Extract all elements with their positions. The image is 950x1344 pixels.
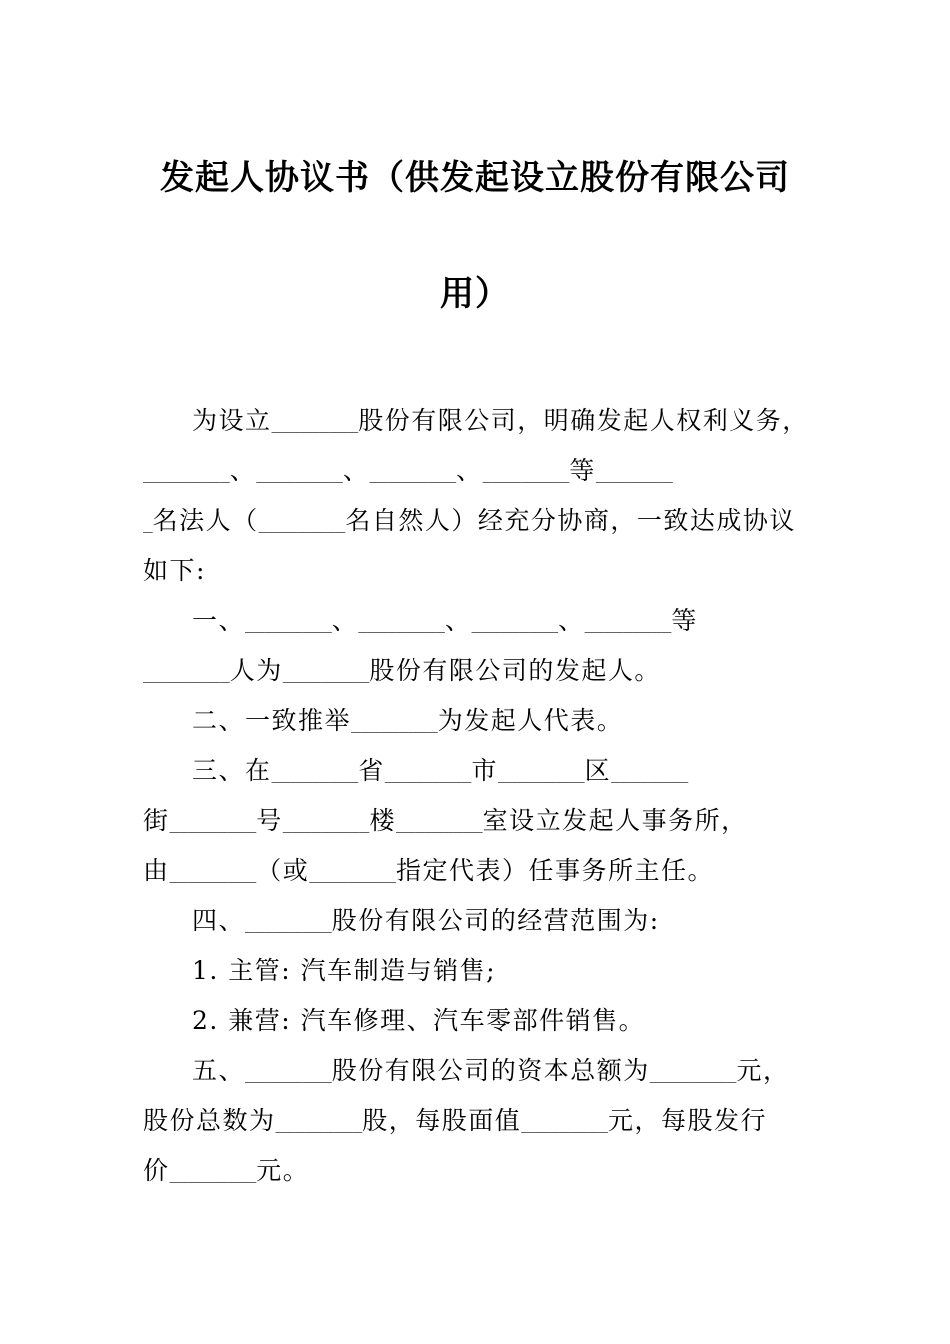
- clause-1-line-1: 一、_________、_________、_________、_________等: [192, 606, 698, 635]
- fill-in-blank: _________: [256, 464, 343, 483]
- preamble-line-3: _名法人（_________名自然人）经充分协商，一致达成协议: [143, 506, 796, 535]
- fill-in-blank: _________: [271, 414, 359, 433]
- clause-5-line-2: 股份总数为_________股，每股面值_________元，每股发行: [143, 1106, 767, 1135]
- fill-in-blank: _________: [369, 464, 457, 483]
- document-title-line-2: 用）: [440, 274, 510, 314]
- preamble-line-1: 为设立_________股份有限公司，明确发起人权利义务，: [192, 406, 809, 435]
- fill-in-blank: _________: [271, 764, 359, 783]
- fill-in-blank: _________: [497, 764, 585, 783]
- fill-in-blank: _________: [245, 914, 332, 933]
- clause-4-line-1: 四、_________股份有限公司的经营范围为:: [192, 906, 660, 935]
- fill-in-blank: _________: [309, 864, 396, 883]
- fill-in-blank: _________: [275, 1114, 363, 1133]
- fill-in-blank: _________: [482, 464, 570, 483]
- fill-in-blank: _________: [471, 614, 559, 633]
- fill-in-blank: _________: [282, 814, 370, 833]
- fill-in-blank: _________: [282, 664, 370, 683]
- clause-5-line-1: 五、_________股份有限公司的资本总额为_________元，: [192, 1056, 790, 1085]
- clause-1-line-2: _________人为_________股份有限公司的发起人。: [143, 656, 661, 685]
- fill-in-blank: _________: [351, 714, 438, 733]
- clause-5-line-3: 价_________元。: [143, 1156, 310, 1185]
- clause-2-line-1: 二、一致推举_________为发起人代表。: [192, 706, 624, 735]
- clause-4-item-2: 2. 兼营: 汽车修理、汽车零部件销售。: [192, 1006, 646, 1035]
- fill-in-blank: _________: [384, 764, 472, 783]
- fill-in-blank: _________: [245, 614, 332, 633]
- fill-in-blank: _________: [258, 514, 346, 533]
- fill-in-blank: _________: [245, 1064, 332, 1083]
- preamble-line-2: _________、_________、_________、_________等________: [143, 456, 673, 485]
- fill-in-blank: ________: [611, 764, 689, 783]
- fill-in-blank: _________: [143, 464, 230, 483]
- fill-in-blank: _________: [169, 1164, 257, 1183]
- preamble-line-4: 如下:: [143, 556, 206, 585]
- fill-in-blank: _________: [649, 1064, 737, 1083]
- fill-in-blank: _: [143, 514, 153, 533]
- fill-in-blank: _________: [395, 814, 483, 833]
- clause-3-line-3: 由_________（或_________指定代表）任事务所主任。: [143, 856, 714, 885]
- fill-in-blank: _________: [584, 614, 672, 633]
- fill-in-blank: _________: [169, 814, 257, 833]
- fill-in-blank: _________: [521, 1114, 608, 1133]
- clause-3-line-1: 三、在_________省_________市_________区________: [192, 756, 689, 785]
- fill-in-blank: _________: [143, 664, 230, 683]
- fill-in-blank: _________: [358, 614, 445, 633]
- clause-4-item-1: 1. 主管: 汽车制造与销售;: [192, 956, 497, 985]
- clause-3-line-2: 街_________号_________楼_________室设立发起人事务所，: [143, 806, 748, 835]
- document-title-line-1: 发起人协议书（供发起设立股份有限公司: [160, 158, 790, 198]
- fill-in-blank: ________: [595, 464, 673, 483]
- fill-in-blank: _________: [169, 864, 257, 883]
